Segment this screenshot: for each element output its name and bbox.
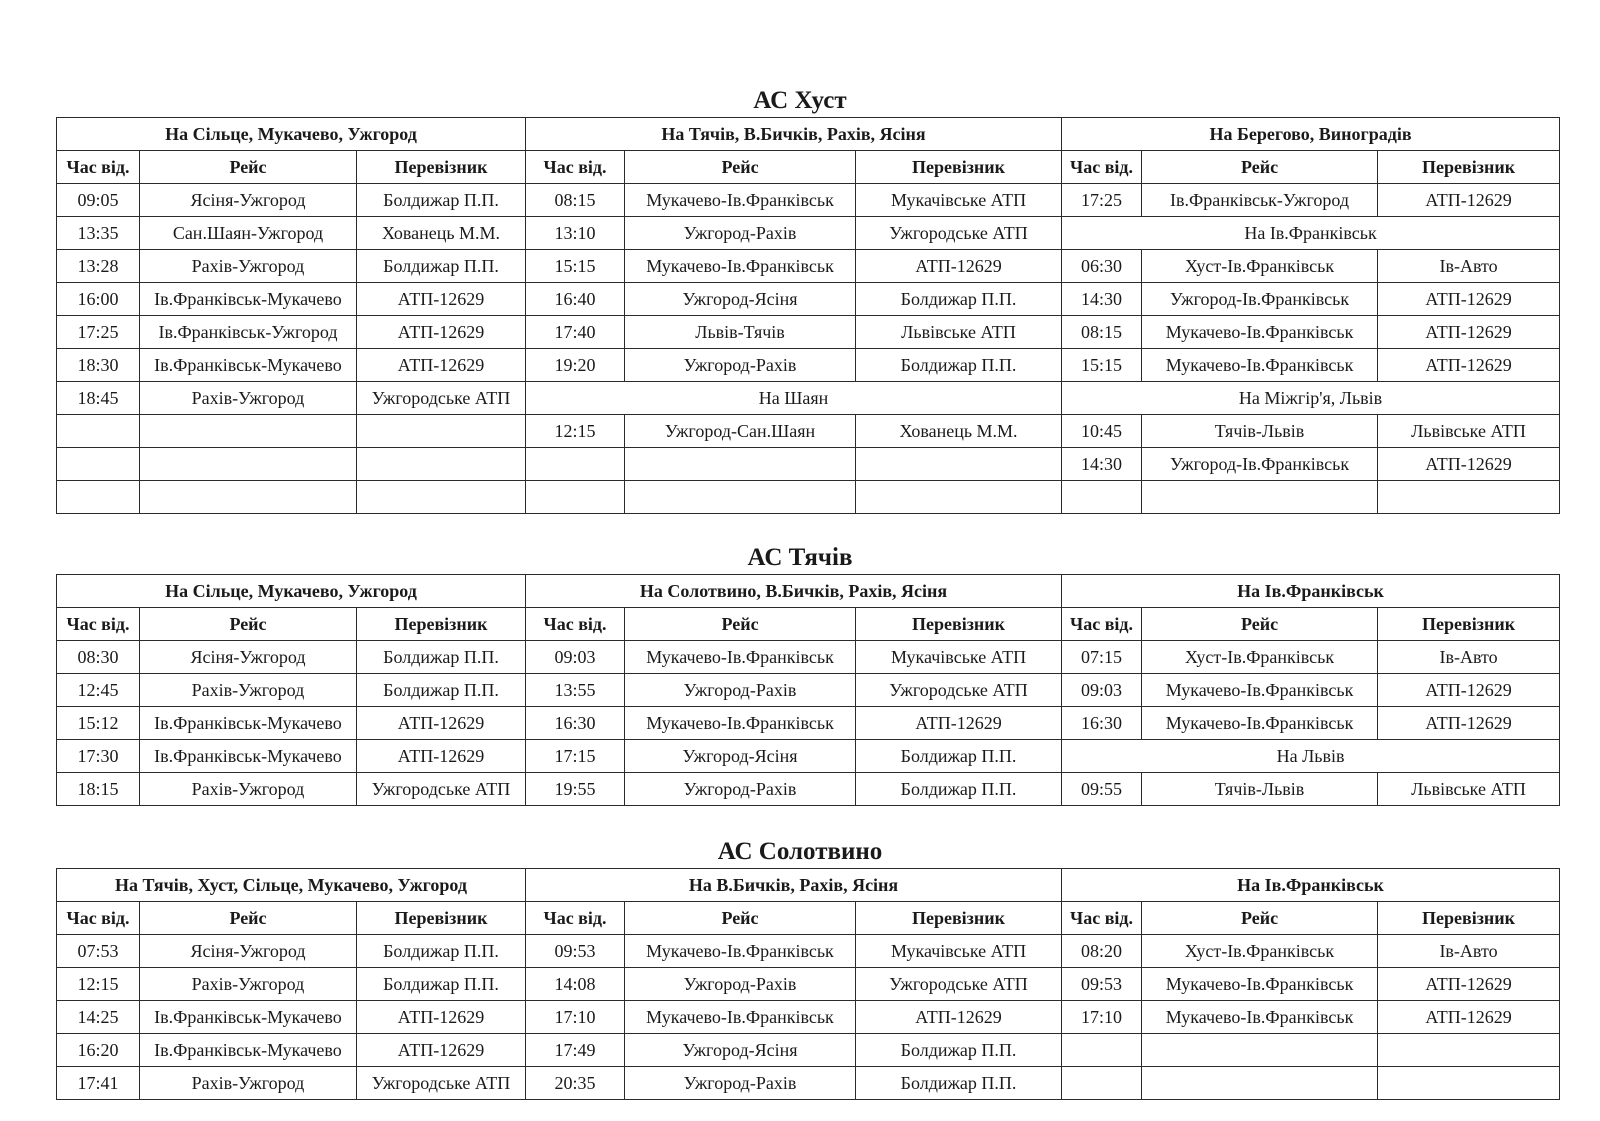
column-header-time: Час від. (1062, 151, 1142, 184)
column-header-route: Рейс (140, 608, 357, 641)
carrier-name: Хованець М.М. (357, 217, 526, 250)
departure-time (57, 415, 140, 448)
departure-time: 14:30 (1062, 283, 1142, 316)
route-name (140, 448, 357, 481)
station-title: АС Солотвино (717, 838, 883, 865)
route-name: Рахів-Ужгород (140, 968, 357, 1001)
route-name: Ужгород-Ів.Франківськ (1142, 448, 1378, 481)
carrier-name: АТП-12629 (357, 707, 526, 740)
departure-time: 17:10 (1062, 1001, 1142, 1034)
column-header-carrier: Перевізник (856, 608, 1062, 641)
carrier-name: АТП-12629 (856, 250, 1062, 283)
carrier-name: Болдижар П.П. (357, 935, 526, 968)
table-row (57, 1067, 1560, 1100)
carrier-name: Ів-Авто (1378, 641, 1560, 674)
departure-time: 07:53 (57, 935, 140, 968)
departure-time: 18:45 (57, 382, 140, 415)
route-name: Ужгород-Рахів (625, 773, 856, 806)
route-name: Ясіня-Ужгород (140, 641, 357, 674)
carrier-name: Ужгородське АТП (357, 773, 526, 806)
departure-time: 15:12 (57, 707, 140, 740)
route-name: Мукачево-Ів.Франківськ (625, 707, 856, 740)
table-row (57, 250, 1560, 283)
carrier-name: Ів-Авто (1378, 250, 1560, 283)
carrier-name: Ужгородське АТП (856, 217, 1062, 250)
table-row (57, 1034, 1560, 1067)
route-name: Рахів-Ужгород (140, 382, 357, 415)
carrier-name (357, 415, 526, 448)
route-name: Ів.Франківськ-Ужгород (140, 316, 357, 349)
departure-time: 12:45 (57, 674, 140, 707)
carrier-name: Мукачівське АТП (856, 184, 1062, 217)
route-name (625, 481, 856, 514)
route-name (1142, 1034, 1378, 1067)
departure-time: 17:49 (526, 1034, 625, 1067)
column-header-carrier: Перевізник (856, 902, 1062, 935)
departure-time: 13:55 (526, 674, 625, 707)
column-header-carrier: Перевізник (357, 151, 526, 184)
carrier-name: АТП-12629 (1378, 283, 1560, 316)
route-name: Ужгород-Ясіня (625, 1034, 856, 1067)
route-name: Ів.Франківськ-Ужгород (1142, 184, 1378, 217)
route-name: Хуст-Ів.Франківськ (1142, 935, 1378, 968)
route-name: Рахів-Ужгород (140, 674, 357, 707)
departure-time: 14:30 (1062, 448, 1142, 481)
direction-subheading: На Львів (1062, 740, 1560, 773)
column-header-time: Час від. (526, 608, 625, 641)
carrier-name: Львівське АТП (1378, 415, 1560, 448)
carrier-name (357, 448, 526, 481)
departure-time: 13:28 (57, 250, 140, 283)
route-name: Рахів-Ужгород (140, 1067, 357, 1100)
station-timetable (56, 117, 1560, 514)
route-name: Ужгород-Рахів (625, 968, 856, 1001)
route-name (140, 415, 357, 448)
route-name: Ясіня-Ужгород (140, 184, 357, 217)
route-name (1142, 481, 1378, 514)
direction-subheading: На Ів.Франківськ (1062, 217, 1560, 250)
carrier-name: Болдижар П.П. (856, 1034, 1062, 1067)
departure-time: 15:15 (1062, 349, 1142, 382)
departure-time: 17:25 (57, 316, 140, 349)
route-name: Ужгород-Ясіня (625, 740, 856, 773)
table-row (57, 448, 1560, 481)
station-timetable (56, 574, 1560, 806)
column-headers-row (57, 902, 1560, 935)
departure-time (526, 481, 625, 514)
departure-time: 16:20 (57, 1034, 140, 1067)
column-header-carrier: Перевізник (856, 151, 1062, 184)
route-name: Ясіня-Ужгород (140, 935, 357, 968)
departure-time: 09:55 (1062, 773, 1142, 806)
table-row (57, 349, 1560, 382)
departure-time: 20:35 (526, 1067, 625, 1100)
column-header-carrier: Перевізник (1378, 151, 1560, 184)
route-name: Ужгород-Сан.Шаян (625, 415, 856, 448)
carrier-name: Ужгородське АТП (856, 674, 1062, 707)
route-name: Ужгород-Рахів (625, 217, 856, 250)
departure-time: 17:25 (1062, 184, 1142, 217)
carrier-name: АТП-12629 (357, 740, 526, 773)
departure-time (526, 448, 625, 481)
route-name: Мукачево-Ів.Франківськ (625, 184, 856, 217)
direction-heading: На В.Бичків, Рахів, Ясіня (526, 869, 1062, 902)
carrier-name (856, 448, 1062, 481)
carrier-name: Болдижар П.П. (856, 1067, 1062, 1100)
column-header-route: Рейс (140, 902, 357, 935)
direction-heading: На Сільце, Мукачево, Ужгород (57, 118, 526, 151)
carrier-name: АТП-12629 (1378, 707, 1560, 740)
station-title: АС Тячів (747, 544, 853, 571)
route-name: Ужгород-Ясіня (625, 283, 856, 316)
table-row (57, 415, 1560, 448)
carrier-name: Львівське АТП (856, 316, 1062, 349)
departure-time: 17:10 (526, 1001, 625, 1034)
carrier-name: Болдижар П.П. (856, 773, 1062, 806)
column-header-route: Рейс (140, 151, 357, 184)
column-header-route: Рейс (625, 608, 856, 641)
carrier-name: АТП-12629 (1378, 448, 1560, 481)
departure-time: 16:40 (526, 283, 625, 316)
route-name: Сан.Шаян-Ужгород (140, 217, 357, 250)
route-name: Рахів-Ужгород (140, 773, 357, 806)
column-header-time: Час від. (1062, 608, 1142, 641)
route-name: Ужгород-Рахів (625, 349, 856, 382)
route-name: Рахів-Ужгород (140, 250, 357, 283)
departure-time: 09:03 (1062, 674, 1142, 707)
station-title: АС Хуст (753, 87, 847, 114)
route-name: Тячів-Львів (1142, 773, 1378, 806)
departure-time (1062, 1067, 1142, 1100)
carrier-name: Болдижар П.П. (357, 968, 526, 1001)
carrier-name: Болдижар П.П. (357, 674, 526, 707)
carrier-name: АТП-12629 (1378, 184, 1560, 217)
departure-time: 19:20 (526, 349, 625, 382)
route-name: Мукачево-Ів.Франківськ (1142, 316, 1378, 349)
route-name: Мукачево-Ів.Франківськ (625, 1001, 856, 1034)
column-header-carrier: Перевізник (1378, 608, 1560, 641)
departure-time: 18:30 (57, 349, 140, 382)
direction-heading: На Солотвино, В.Бичків, Рахів, Ясіня (526, 575, 1062, 608)
carrier-name: Ужгородське АТП (357, 382, 526, 415)
column-header-route: Рейс (625, 902, 856, 935)
carrier-name: АТП-12629 (357, 1034, 526, 1067)
column-header-route: Рейс (625, 151, 856, 184)
route-name: Тячів-Львів (1142, 415, 1378, 448)
departure-time: 17:40 (526, 316, 625, 349)
departure-time (1062, 1034, 1142, 1067)
carrier-name (1378, 481, 1560, 514)
direction-heading: На Ів.Франківськ (1062, 869, 1560, 902)
table-row (57, 382, 1560, 415)
departure-time: 09:05 (57, 184, 140, 217)
carrier-name: Мукачівське АТП (856, 935, 1062, 968)
table-row (57, 1001, 1560, 1034)
carrier-name: Болдижар П.П. (357, 184, 526, 217)
column-headers-row (57, 608, 1560, 641)
carrier-name: Ужгородське АТП (357, 1067, 526, 1100)
route-name: Ужгород-Ів.Франківськ (1142, 283, 1378, 316)
table-row (57, 316, 1560, 349)
carrier-name (357, 481, 526, 514)
column-header-time: Час від. (57, 902, 140, 935)
departure-time: 08:20 (1062, 935, 1142, 968)
route-name: Мукачево-Ів.Франківськ (1142, 707, 1378, 740)
carrier-name: Болдижар П.П. (357, 641, 526, 674)
route-name: Ужгород-Рахів (625, 674, 856, 707)
table-row (57, 674, 1560, 707)
route-name: Мукачево-Ів.Франківськ (625, 935, 856, 968)
departure-time: 18:15 (57, 773, 140, 806)
departure-time: 13:10 (526, 217, 625, 250)
column-header-route: Рейс (1142, 902, 1378, 935)
column-header-carrier: Перевізник (357, 902, 526, 935)
route-name: Мукачево-Ів.Франківськ (1142, 349, 1378, 382)
table-row (57, 481, 1560, 514)
carrier-name: АТП-12629 (1378, 968, 1560, 1001)
carrier-name: АТП-12629 (357, 316, 526, 349)
departure-time: 07:15 (1062, 641, 1142, 674)
direction-headings-row (57, 118, 1560, 151)
departure-time: 16:30 (526, 707, 625, 740)
route-name: Ів.Франківськ-Мукачево (140, 1001, 357, 1034)
departure-time: 10:45 (1062, 415, 1142, 448)
direction-subheading: На Шаян (526, 382, 1062, 415)
route-name: Мукачево-Ів.Франківськ (625, 641, 856, 674)
carrier-name: АТП-12629 (856, 1001, 1062, 1034)
carrier-name: Хованець М.М. (856, 415, 1062, 448)
column-headers-row (57, 151, 1560, 184)
route-name (625, 448, 856, 481)
carrier-name: АТП-12629 (1378, 674, 1560, 707)
route-name: Ів.Франківськ-Мукачево (140, 283, 357, 316)
carrier-name: АТП-12629 (357, 283, 526, 316)
table-row (57, 935, 1560, 968)
table-row (57, 740, 1560, 773)
direction-headings-row (57, 869, 1560, 902)
departure-time: 16:00 (57, 283, 140, 316)
departure-time: 13:35 (57, 217, 140, 250)
departure-time: 08:15 (526, 184, 625, 217)
carrier-name: Болдижар П.П. (856, 740, 1062, 773)
route-name: Мукачево-Ів.Франківськ (1142, 674, 1378, 707)
carrier-name (1378, 1034, 1560, 1067)
route-name: Ів.Франківськ-Мукачево (140, 707, 357, 740)
departure-time (57, 481, 140, 514)
route-name: Ів.Франківськ-Мукачево (140, 740, 357, 773)
column-header-time: Час від. (1062, 902, 1142, 935)
carrier-name: Болдижар П.П. (856, 349, 1062, 382)
direction-heading: На Тячів, Хуст, Сільце, Мукачево, Ужгород (57, 869, 526, 902)
departure-time (57, 448, 140, 481)
carrier-name: АТП-12629 (1378, 1001, 1560, 1034)
departure-time: 17:41 (57, 1067, 140, 1100)
table-row (57, 968, 1560, 1001)
route-name: Ів.Франківськ-Мукачево (140, 349, 357, 382)
column-header-time: Час від. (57, 608, 140, 641)
departure-time: 14:08 (526, 968, 625, 1001)
departure-time: 15:15 (526, 250, 625, 283)
carrier-name: Мукачівське АТП (856, 641, 1062, 674)
table-row (57, 184, 1560, 217)
carrier-name: АТП-12629 (856, 707, 1062, 740)
carrier-name: АТП-12629 (1378, 316, 1560, 349)
direction-heading: На Берегово, Виноградів (1062, 118, 1560, 151)
route-name: Хуст-Ів.Франківськ (1142, 641, 1378, 674)
route-name: Ужгород-Рахів (625, 1067, 856, 1100)
column-header-route: Рейс (1142, 608, 1378, 641)
column-header-time: Час від. (526, 902, 625, 935)
departure-time: 17:30 (57, 740, 140, 773)
departure-time: 19:55 (526, 773, 625, 806)
departure-time: 06:30 (1062, 250, 1142, 283)
table-row (57, 773, 1560, 806)
carrier-name: АТП-12629 (357, 349, 526, 382)
column-header-carrier: Перевізник (357, 608, 526, 641)
direction-heading: На Сільце, Мукачево, Ужгород (57, 575, 526, 608)
carrier-name (1378, 1067, 1560, 1100)
carrier-name: Львівське АТП (1378, 773, 1560, 806)
carrier-name: АТП-12629 (1378, 349, 1560, 382)
route-name: Ів.Франківськ-Мукачево (140, 1034, 357, 1067)
column-header-time: Час від. (57, 151, 140, 184)
departure-time: 09:53 (526, 935, 625, 968)
direction-headings-row (57, 575, 1560, 608)
column-header-carrier: Перевізник (1378, 902, 1560, 935)
departure-time: 12:15 (57, 968, 140, 1001)
departure-time: 08:30 (57, 641, 140, 674)
route-name (1142, 1067, 1378, 1100)
route-name: Хуст-Ів.Франківськ (1142, 250, 1378, 283)
station-timetable (56, 868, 1560, 1100)
direction-heading: На Тячів, В.Бичків, Рахів, Ясіня (526, 118, 1062, 151)
departure-time: 16:30 (1062, 707, 1142, 740)
column-header-route: Рейс (1142, 151, 1378, 184)
direction-subheading: На Міжгір'я, Львів (1062, 382, 1560, 415)
departure-time (1062, 481, 1142, 514)
carrier-name (856, 481, 1062, 514)
route-name (140, 481, 357, 514)
route-name: Мукачево-Ів.Франківськ (1142, 1001, 1378, 1034)
carrier-name: Болдижар П.П. (856, 283, 1062, 316)
carrier-name: Ужгородське АТП (856, 968, 1062, 1001)
route-name: Мукачево-Ів.Франківськ (625, 250, 856, 283)
departure-time: 08:15 (1062, 316, 1142, 349)
route-name: Мукачево-Ів.Франківськ (1142, 968, 1378, 1001)
carrier-name: Ів-Авто (1378, 935, 1560, 968)
route-name: Львів-Тячів (625, 316, 856, 349)
departure-time: 09:53 (1062, 968, 1142, 1001)
table-row (57, 217, 1560, 250)
carrier-name: АТП-12629 (357, 1001, 526, 1034)
departure-time: 14:25 (57, 1001, 140, 1034)
table-row (57, 707, 1560, 740)
departure-time: 12:15 (526, 415, 625, 448)
departure-time: 17:15 (526, 740, 625, 773)
table-row (57, 283, 1560, 316)
column-header-time: Час від. (526, 151, 625, 184)
carrier-name: Болдижар П.П. (357, 250, 526, 283)
table-row (57, 641, 1560, 674)
departure-time: 09:03 (526, 641, 625, 674)
direction-heading: На Ів.Франківськ (1062, 575, 1560, 608)
